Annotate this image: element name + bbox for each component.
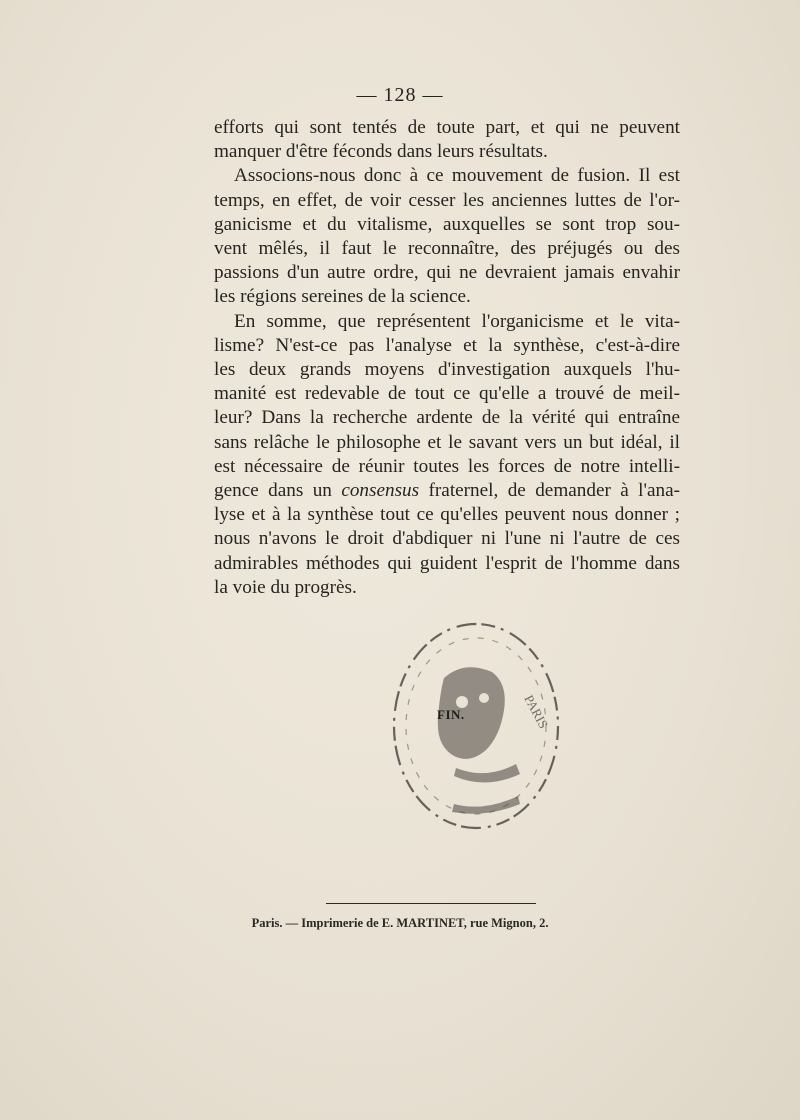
text-line: ganicisme et du vitalisme, auxquelles se sont trop sou-: [214, 213, 680, 235]
library-stamp: [384, 618, 574, 840]
text-line: efforts qui sont tentés de toute part, et qui ne peuvent: [214, 117, 680, 138]
stamp-graphic: [384, 618, 574, 840]
text-line: admirables méthodes qui guident l'esprit de l'homme dans: [214, 552, 680, 574]
text-line: manquer d'être féconds dans leurs résultats.: [214, 141, 548, 163]
divider-rule: [326, 903, 536, 904]
text-fragment: gence dans un: [214, 480, 342, 502]
paragraph-1: [214, 116, 680, 164]
printer-imprint: Paris. — Imprimerie de E. MARTINET, rue Mignon, 2.: [251, 916, 549, 930]
text-line: [214, 479, 680, 503]
italic-word: consensus: [341, 480, 420, 502]
text-fragment: fraternel, de demander à l'ana-: [419, 480, 680, 502]
text-line: lisme? N'est-ce pas l'analyse et la synthèse, c'est-à-dire: [214, 334, 680, 356]
text-line: Associons-nous donc à ce mouvement de fusion. Il est: [234, 165, 680, 187]
end-mark: FIN.: [437, 707, 465, 722]
text-line: nous n'avons le droit d'abdiquer ni l'une ni l'autre de ces: [214, 528, 680, 550]
paragraph-2: [214, 164, 680, 309]
stamp-text: PARIS: [521, 692, 552, 731]
text-line: sans relâche le philosophe et le savant vers un but idéal, il: [214, 431, 680, 453]
text-line: passions d'un autre ordre, qui ne devraient jamais envahir: [214, 262, 680, 284]
paragraph-3: [214, 310, 680, 600]
text-line: temps, en effet, de voir cesser les anciennes luttes de l'or-: [214, 189, 680, 211]
text-line: la voie du progrès.: [214, 576, 357, 598]
text-line: manité est redevable de tout ce qu'elle a trouvé de meil-: [214, 383, 680, 405]
text-line: les deux grands moyens d'investigation auxquels l'hu-: [214, 359, 680, 381]
page-number: — 128 —: [356, 84, 444, 106]
body-text: [214, 116, 680, 600]
text-line: lyse et à la synthèse tout ce qu'elles peuvent nous donner ;: [214, 504, 680, 526]
text-line: leur? Dans la recherche ardente de la vérité qui entraîne: [214, 407, 680, 429]
text-line: est nécessaire de réunir toutes les forces de notre intelli-: [214, 455, 680, 477]
text-line: En somme, que représentent l'organicisme et le vita-: [234, 310, 680, 332]
text-line: les régions sereines de la science.: [214, 286, 471, 308]
text-line: vent mêlés, il faut le reconnaître, des préjugés ou des: [214, 238, 680, 260]
